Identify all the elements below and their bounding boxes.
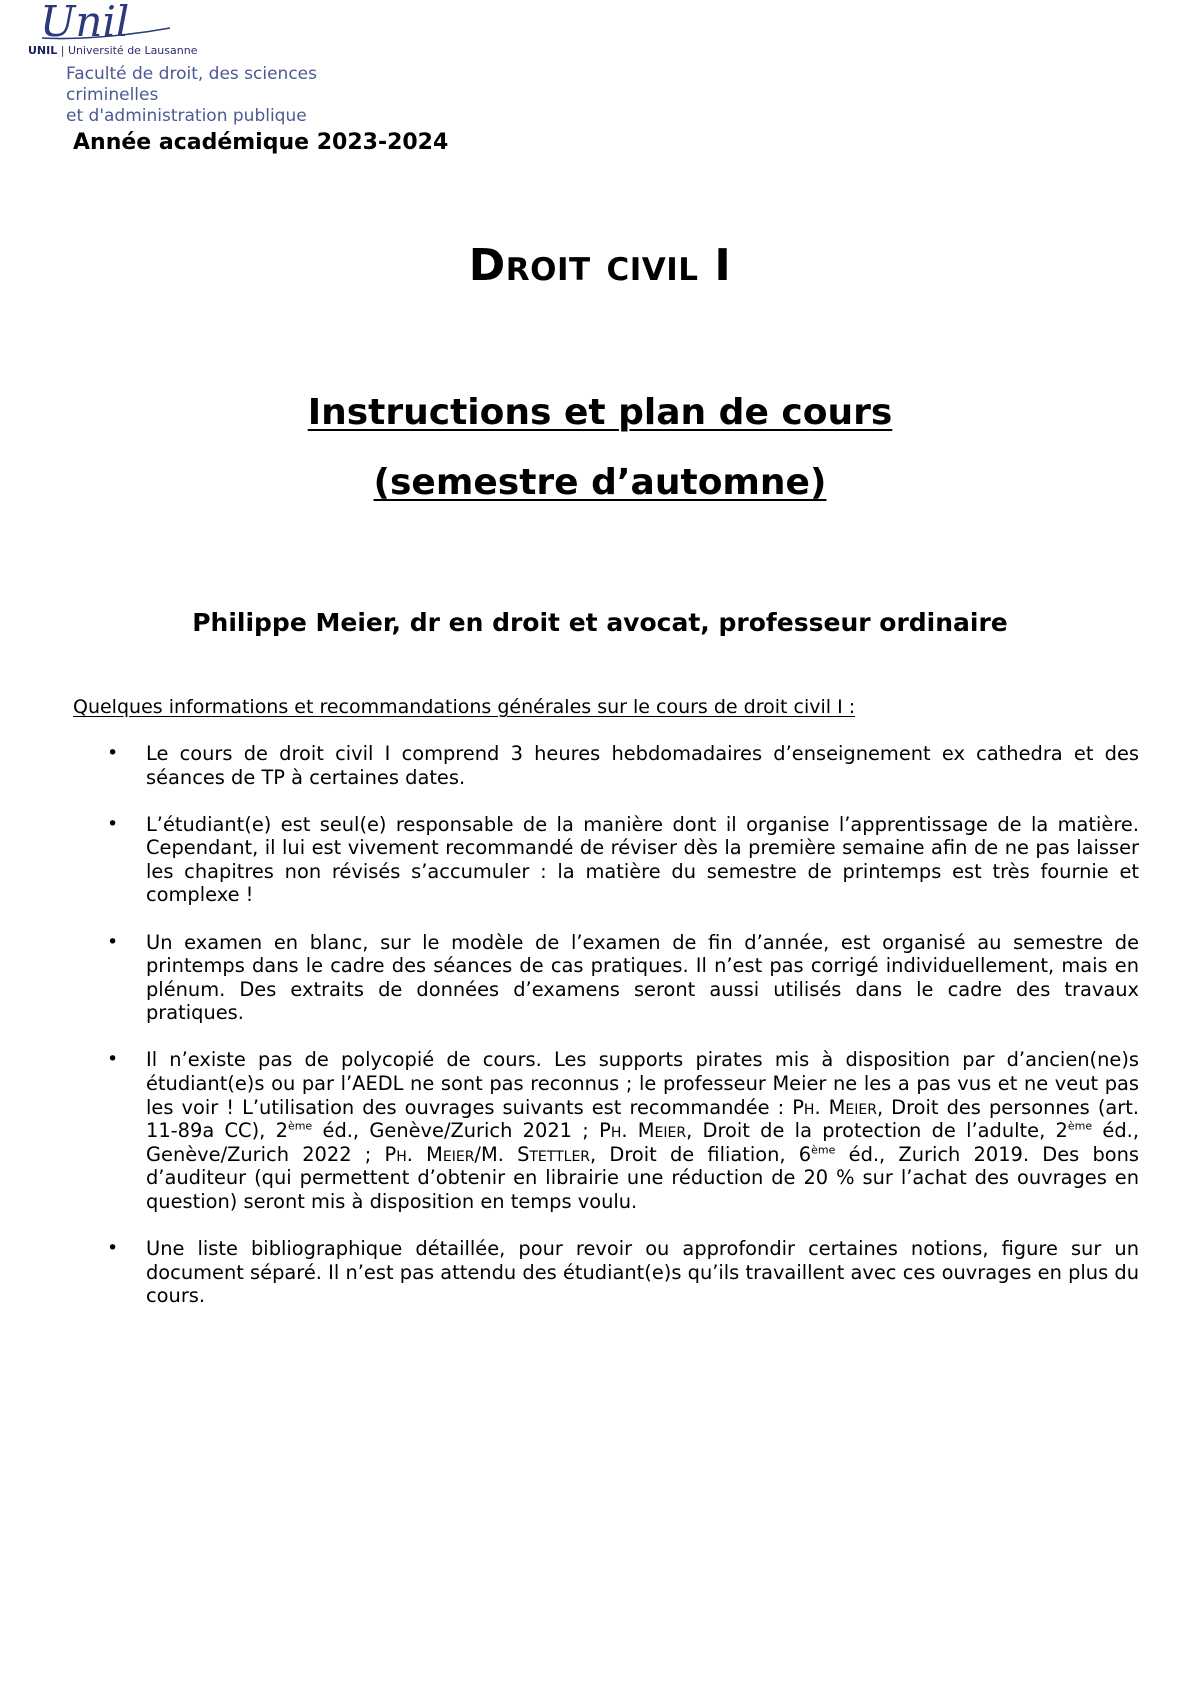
list-item: • Une liste bibliographique détaillée, pour revoir ou approfondir certaines notions, figure sur un document séparé. Il n’est pas attendu des étudiant(e)s qu’ils travaillent avec ces ouvrages en plus du cours. — [107, 1237, 1139, 1308]
faculty-line: et d'administration publique — [66, 106, 307, 126]
unil-logo-icon — [36, 0, 176, 46]
bullet-icon: • — [107, 1048, 119, 1071]
faculty-line: criminelles — [66, 85, 159, 105]
faculty-name — [66, 64, 317, 127]
cited-author: Ph. Meier — [792, 1095, 877, 1119]
subtitle-line-2: (semestre d’automne) — [373, 462, 827, 503]
academic-year: Année académique 2023-2024 — [73, 130, 449, 155]
bullet-icon: • — [107, 1237, 119, 1260]
bullet-icon: • — [107, 742, 119, 764]
svg-text:Unil: Unil — [40, 0, 130, 46]
subtitle-line-1: Instructions et plan de cours — [307, 392, 893, 433]
faculty-line: Faculté de droit, des sciences — [66, 64, 317, 84]
list-item: • Il n’existe pas de polycopié de cours. Les supports pirates mis à disposition par d’ancien(ne)s étudiant(e)s ou par l’AEDL ne sont pas reconnus ; le professeur Meier ne les a pas vus et ne veut pas les voir ! L’utilisation des ouvrages suivants est recommandée : Ph. Meier, Droit des personnes (art. 11-89a CC), 2ème éd., Genève/Zurich 2021 ; Ph. Meier, Droit de la protection de l’adulte, 2ème éd., Genève/Zurich 2022 ; Ph. Meier/M. Stettler, Droit de filiation, 6ème éd., Zurich 2019. Des bons d’auditeur (qui permettent d’obtenir en librairie une réduction de 20 % sur l’achat des ouvrages en question) seront mis à disposition en temps voulu. — [107, 1048, 1140, 1213]
university-logo — [28, 0, 358, 130]
list-item: • L’étudiant(e) est seul(e) responsable de la manière dont il organise l’apprentissage de la matière. Cependant, il lui est vivement recommandé de réviser dès la première semaine afin de ne pas laisser les chapitres non révisés s’accumuler : la matière du semestre de printemps est très fournie et complexe ! — [107, 812, 1139, 907]
list-item: • Le cours de droit civil I comprend 3 heures hebdomadaires d’enseignement ex cathedra et des séances de TP à certaines dates. — [107, 742, 1139, 789]
recommendations-list — [73, 742, 1139, 1331]
cited-author: Ph. Meier — [599, 1119, 687, 1143]
bullet-icon: • — [107, 930, 119, 953]
university-name: UNIL | Université de Lausanne — [28, 44, 198, 57]
bullet-icon: • — [107, 812, 119, 835]
list-item: • Un examen en blanc, sur le modèle de l’examen de fin d’année, est organisé au semestre de printemps dans le cadre des séances de cas pratiques. Il n’est pas corrigé individuellement, mais en plénum. Des extraits de données d’examens seront aussi utilisés dans le cadre des travaux pratiques. — [107, 930, 1139, 1025]
author-line: Philippe Meier, dr en droit et avocat, professeur ordinaire — [192, 608, 1008, 637]
intro-heading: Quelques informations et recommandations générales sur le cours de droit civil I : — [73, 696, 856, 718]
cited-author: Ph. Meier/M. Stettler — [384, 1142, 591, 1166]
document-title: Droit civil I — [468, 240, 732, 291]
